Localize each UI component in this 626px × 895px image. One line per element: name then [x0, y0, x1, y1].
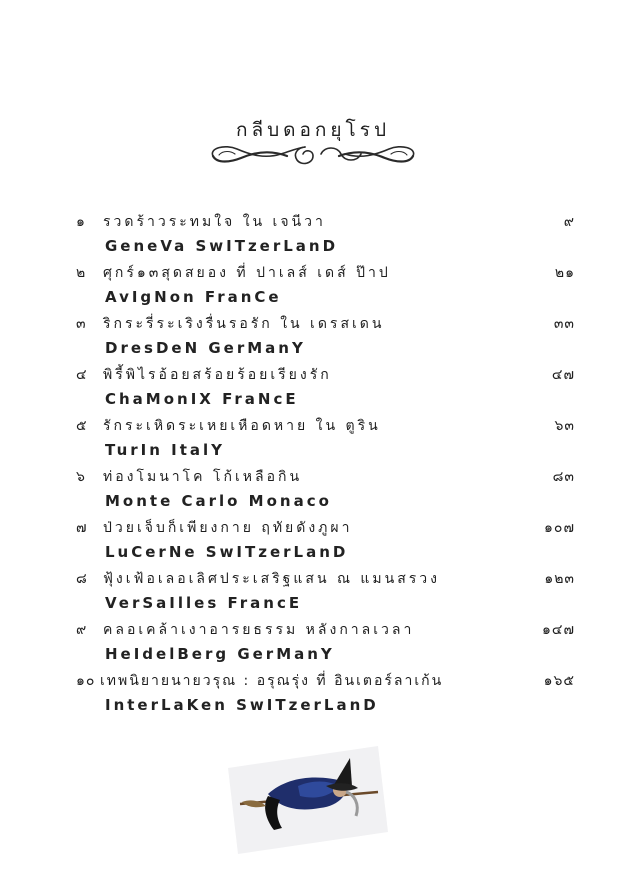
chapter-place: HeIdelBerg GerManY [105, 645, 335, 663]
chapter-page: ๑๖๕ [543, 673, 575, 689]
toc-entry-7[interactable] [0, 517, 626, 568]
toc-entry-3[interactable] [0, 313, 626, 364]
chapter-title: พิรี้พิไรอ้อยสร้อยร้อยเรียงรัก [103, 367, 332, 383]
chapter-place: AvIgNon FranCe [105, 288, 282, 306]
chapter-page: ๑๔๗ [541, 622, 575, 638]
chapter-title: เทพนิยายนายวรุณ : อรุณรุ่ง ที่ อินเตอร์ลาเก้น [100, 673, 444, 689]
chapter-place: TurIn ItalY [105, 441, 226, 459]
chapter-number: ๑๐ [76, 673, 96, 689]
chapter-number: ๑ [76, 214, 86, 230]
chapter-place: InterLaKen SwITzerLanD [105, 696, 379, 714]
toc-entry-2[interactable] [0, 262, 626, 313]
chapter-page: ๑๒๓ [544, 571, 575, 587]
chapter-number: ๙ [76, 622, 88, 638]
toc-entry-6[interactable] [0, 466, 626, 517]
toc-entry-8[interactable] [0, 568, 626, 619]
toc-entry-1[interactable] [0, 211, 626, 262]
chapter-page: ๒๑ [554, 265, 575, 281]
chapter-page: ๔๗ [551, 367, 575, 383]
toc-entry-4[interactable] [0, 364, 626, 415]
chapter-page: ๓๓ [553, 316, 575, 332]
chapter-place: GeneVa SwITzerLanD [105, 237, 339, 255]
chapter-place: LuCerNe SwITzerLanD [105, 543, 349, 561]
chapter-number: ๘ [76, 571, 88, 587]
table-of-contents [0, 211, 626, 721]
chapter-title: คลอเคล้าเงาอารยธรรม หลังกาลเวลา [103, 622, 415, 638]
toc-entry-10[interactable] [0, 670, 626, 721]
chapter-title: ฟุ้งเฟ้อเลอเลิศประเสริฐแสน ณ แมนสรวง [103, 571, 440, 587]
chapter-number: ๕ [76, 418, 88, 434]
chapter-page: ๙ [563, 214, 575, 230]
book-title: กลีบดอกยุโรป [235, 118, 391, 141]
chapter-place: VerSaIlles FrancE [105, 594, 303, 612]
chapter-title: ศุกร์๑๓สุดสยอง ที่ ปาเลส์ เดส์ ป๊าป [103, 265, 391, 281]
chapter-number: ๗ [76, 520, 88, 536]
chapter-page: ๑๐๗ [544, 520, 575, 536]
toc-entry-9[interactable] [0, 619, 626, 670]
chapter-page: ๖๓ [554, 418, 575, 434]
chapter-number: ๖ [76, 469, 86, 485]
chapter-title: ท่องโมนาโค โก้เหลือกิน [103, 469, 303, 485]
chapter-number: ๒ [76, 265, 87, 281]
chapter-title: รักระเหิดระเหยเหือดหาย ใน ตูริน [103, 418, 381, 434]
chapter-place: DresDeN GerManY [105, 339, 306, 357]
chapter-place: ChaMonIX FraNcE [105, 390, 299, 408]
ornament-flourish [205, 140, 421, 170]
chapter-title: รวดร้าวระทมใจ ใน เจนีวา [103, 214, 326, 230]
chapter-title: ป่วยเจ็บก็เพียงกาย ฤทัยดังภูผา [103, 520, 353, 536]
toc-entry-5[interactable] [0, 415, 626, 466]
chapter-place: Monte Carlo Monaco [105, 492, 332, 510]
chapter-number: ๔ [76, 367, 88, 383]
chapter-number: ๓ [76, 316, 87, 332]
witch-on-broom-illustration [228, 746, 388, 854]
chapter-page: ๘๓ [552, 469, 575, 485]
chapter-title: ริกระรี่ระเริงรื่นรอรัก ใน เดรสเดน [103, 316, 385, 332]
